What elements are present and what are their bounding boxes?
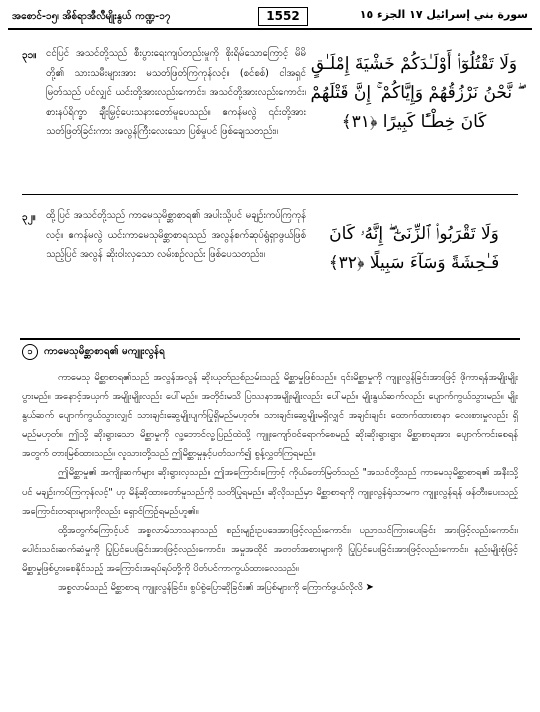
commentary-body [22, 368, 518, 597]
verse-number: ၃၁။ [22, 50, 37, 61]
verse-31 [22, 44, 518, 195]
commentary-paragraph: ထို့အတွက်ကြောင့်ပင် အစ္စလာမ်သာသနာသည် စည်းမျဉ်းဥပဒေအားဖြင့်လည်းကောင်း၊ ပညာသင်ကြားပေးခြင်း အားဖြင့်လည်းကောင်း၊ ပေါင်းသင်းဆက်ဆံမှုကို ပြုပြင်ပေးခြင်းအားဖြင့်လည်းကောင်း၊ အမှုအထိုင် အတတ်အစားများကို ပြုပြင်ပေးခြင်းအားဖြင့်လည်းကောင်း၊ နည်းမျိုးစုံဖြင့် မိစ္ဆာမှုဖြစ်ပွားစေနိုင်သည့် အကြောင်းအရပ်ရပ်တို့ကို ပိတ်ပင်ကာကွယ်ထားလေသည်။ [22, 524, 518, 574]
header-surah-info: سورة بني إسرائيل ١٧ الجزء ١٥ [359, 8, 528, 21]
page-number: 1552 [258, 7, 308, 26]
page-header [8, 6, 532, 30]
section-divider [20, 338, 520, 340]
commentary-paragraph: ကာမေသု မိစ္ဆာစာရ၏သည် အလွန်အလွန် ဆိုးယုတ်ညစ်ညမ်းသည့် မိစ္ဆာမှုဖြစ်သည်။ ၎င်းမိစ္ဆာမှုကို ကျူးလွန်ခြင်းအားဖြင့် ဖိုကာရန်အမျိုးမျိုးပွားမည်။ အနောင့်အယှက် အမျိုးမျိုးလည်း ပေါ်မည်။ အတိုင်းမသိ ပြဿနာအမျိုးမျိုးလည်း ပေါ်မည်။ မျိုးနွယ်ဆက်လည်း ပျောက်ကွယ်သွားမည်။ မျိုးနွယ်ဆက် ပျောက်ကွယ်သွားလျှင် သားချင်းဆွေမျိုးပျက်ပြုရှိမည်မဟုတ်။ သားချင်းဆွေမျိုးမရှိလျှင် အချင်းချင်း ထောက်ထားစာနာ လေးစားမှုလည်း ရှိမည်မဟုတ်။ ဤသို့ ဆိုးရွားသော မိစ္ဆာမှုကို လူ့ဘောင်လူ့ပြည်ထဲသို့ ကျူးကျော်ဝင်ရောက်စေမည့် ဆိုးဆိုးရွားရွား မိစ္ဆာစာရအား ပျောက်ကင်းစေရန်အတွက် တားမြစ်ထားသည်။ လူသားတို့သည် ဤမိစ္ဆာမှုနှင့်ပတ်သက်၍ စွန့်လွှတ်ကြရမည်။ [22, 372, 518, 460]
verse-arabic: وَلَا تَقْتُلُوٓا۟ أَوْلَـٰدَكُمْ خَشْيَةَ إِمْلَـٰقٍ ۖ نَّحْنُ نَرْزُقُهُمْ وَإِيَّاكُمْ ۚ إِنَّ قَتْلَهُمْ كَانَ خِطْـًٔا كَبِيرًا ﴿٣١﴾ [310, 54, 518, 132]
verse-number: ၃၂။ [22, 212, 36, 223]
section-title: ကာမေသုမိစ္ဆာစာရ၏ မကျူးလွန်ရ [44, 346, 165, 357]
section-heading [22, 344, 165, 360]
commentary-text: အစ္စလာမ်သည် မိစ္ဆာစာရ ကျူးလွန်ခြင်း၊ စွပ်စွဲပြောဆိုခြင်း၏ အပြစ်များကို ကြောက်ဖွယ်လိုလိ [58, 582, 363, 594]
commentary-paragraph: ဤမိစ္ဆာမှု၏ အကျိုးဆက်များ ဆိုးရွားလှသည်။ ဤအကြောင်းကြောင့် ကိုယ်တော်မြတ်သည် "အသင်တို့သည် ကာမေသုမိစ္ဆာစာရ၏ အနီးသို့ပင် မချဉ်းကပ်ကြကုန်လင့်" ဟု မိန့်ဆိုထားတော်မူသည်ကို သတိပြုရမည်။ ဆိုလိုသည်မှာ မိစ္ဆာစာရကို ကျူးလွန်ရုံသာမက ကျူးလွန်ရန် ဖန်တီးပေးသည့် အကြောင်းတရားများကိုလည်း ရှောင်ကြဉ်ရမည်ဟူ၏။ [22, 467, 518, 517]
section-number: ၁ [22, 344, 38, 360]
continue-arrow-icon: ➤ [365, 582, 374, 594]
verse-32 [22, 206, 518, 330]
verse-arabic: وَلَا تَقْرَبُوا۟ ٱلزِّنَىٰٓ ۖ إِنَّهُۥ كَانَ فَـٰحِشَةً وَسَآءَ سَبِيلًا ﴿٣٢﴾ [328, 224, 500, 273]
commentary-paragraph [22, 578, 518, 597]
header-chapter-info: အစောင်-၁၅၊ အိစ်ရာအီလီမျိုးနွယ် ကဏ္ဍ-၁၇ [12, 11, 171, 22]
verse-translation: ထို့ပြင် အသင်တို့သည် ကာမေသုမိစ္ဆာစာရ၏ အပါးသို့ပင် မချဉ်းကပ်ကြကုန်လင့်။ ဧကန်မလွဲ ယင်းကာမေသုမိစ္ဆာစာရသည် အလွန်စက်ဆုပ်ရွံရှာဖွယ်ဖြစ်သည့်ပြင် အလွန် ဆိုးဝါးလှသော လမ်းစဉ်လည်း ဖြစ်ပေသတည်း။ [46, 210, 306, 260]
verse-translation: ငင်ပြင် အသင်တို့သည် စီးပွားရေးကျပ်တည်းမှုကို စိုးရိမ်သောကြောင့် မိမိတို့၏ သားသမီးများအား မသတ်ဖြတ်ကြကုန်လင့်။ (စင်စစ်) ငါအရှင်မြတ်သည် ပင်လျှင် ယင်းတို့အားလည်းကောင်း၊ အသင်တို့အားလည်းကောင်း၊ စားနပ်ရိက္ခာ ချီးမြှင့်ပေးသနားတော်မူပေသည်။ ဧကန်မလွဲ ၎င်းတို့အား သတ်ဖြတ်ခြင်းကား အလွန်ကြီးလေးသော ပြစ်မှုပင် ဖြစ်ချေသတည်း။ [46, 48, 306, 137]
